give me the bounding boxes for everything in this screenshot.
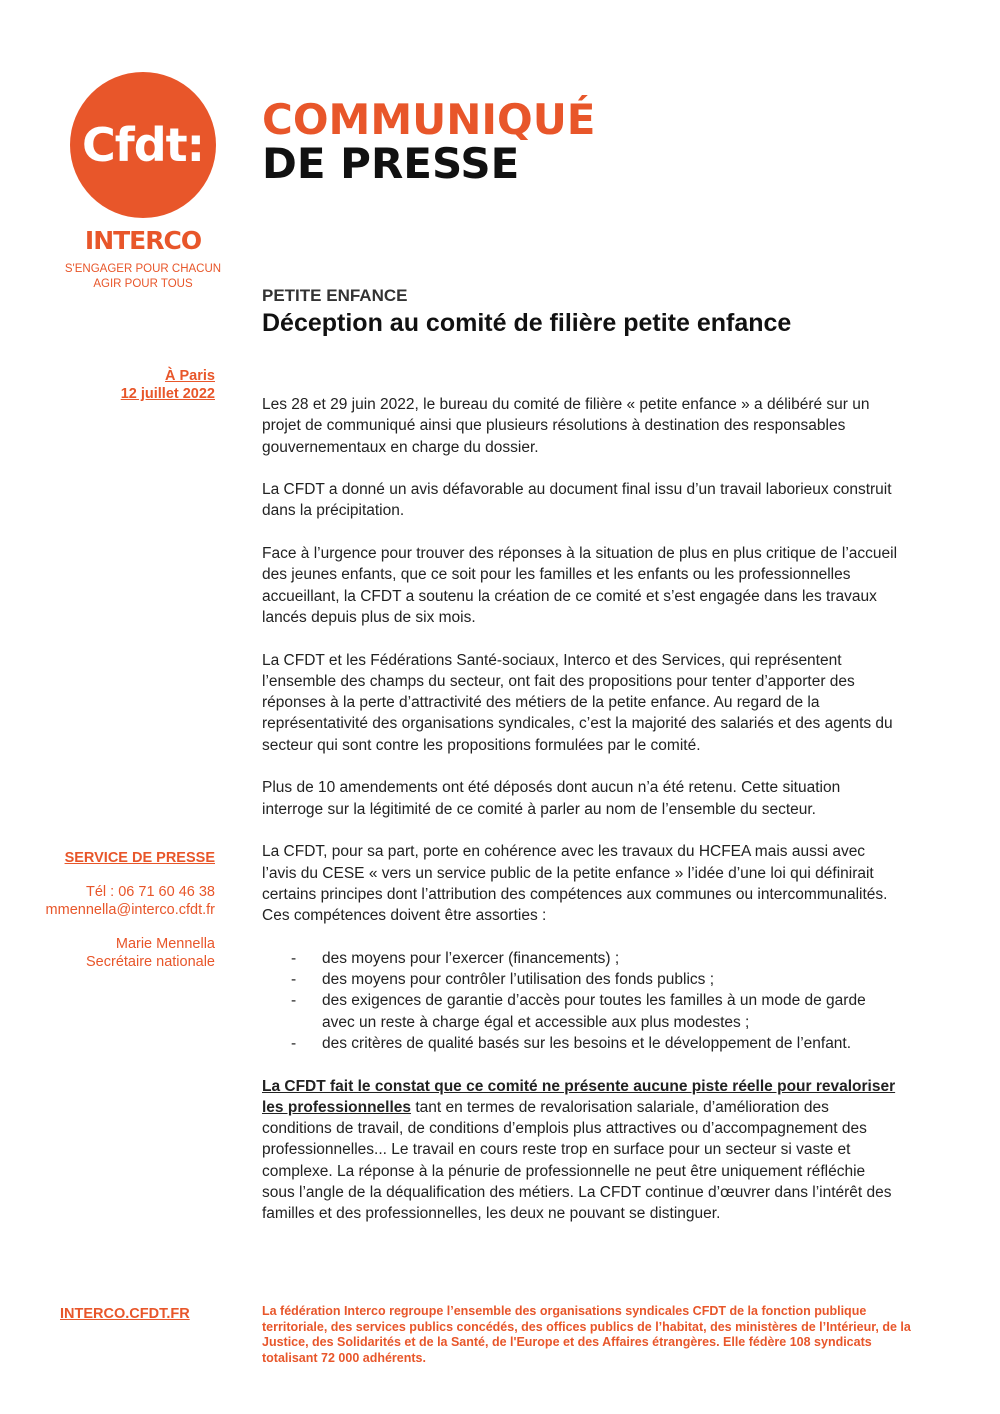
- press-tel: Tél : 06 71 60 46 38: [86, 884, 215, 900]
- body-text: [262, 394, 902, 1246]
- bullet-list: [262, 948, 902, 1054]
- press-label: SERVICE DE PRESSE: [64, 850, 215, 866]
- list-item: - des moyens pour l’exercer (financements) ;: [291, 949, 620, 967]
- page-title: Déception au comité de filière petite enfance: [262, 309, 792, 337]
- date: 12 juillet 2022: [120, 386, 215, 402]
- paragraph-7-rest: tant en termes de revalorisation salariale, d’amélioration des conditions de travail, de conditions d’emplois plus attractives ou d’accompagnement des professionnelles... Le travail en cours reste trop en surface pour un secteur si vaste et complexe. La réponse à la pénurie de professionnelle ne peut être uniquement réfléchie sous l’angle de la déqualification des métiers. La CFDT continue d’œuvrer dans l’intérêt des familles et des professionnelles, les deux ne pouvant se distinguer.: [262, 1098, 892, 1223]
- place-date: [121, 367, 215, 403]
- cfdt-logo: [70, 72, 216, 218]
- paragraph-5: Plus de 10 amendements ont été déposés dont aucun n’a été retenu. Cette situation interroge sur la légitimité de ce comité à parler au nom de l’ensemble du secteur.: [262, 779, 841, 818]
- paragraph-2: La CFDT a donné un avis défavorable au document final issu d’un travail laborieux construit dans la précipitation.: [262, 481, 892, 520]
- logo-org-name: INTERCO: [84, 226, 202, 255]
- list-item: - des critères de qualité basés sur les besoins et le développement de l’enfant.: [291, 1034, 852, 1052]
- paragraph-6: La CFDT, pour sa part, porte en cohérence avec les travaux du HCFEA mais aussi avec l’avis du CESE « vers un service public de la petite enfance » l’idée d’une loi qui définirait certains principes dont l’attribution des compétences aux communes ou intercommunalités. Ces compétences doivent être assorties :: [262, 843, 888, 925]
- paragraph-7: [262, 1076, 902, 1225]
- logo-mark: Cfdt:: [81, 118, 205, 172]
- press-email[interactable]: mmennella@interco.cfdt.fr: [45, 902, 215, 918]
- key-statement: La CFDT fait le constat que ce comité ne présente aucune piste réelle pour revaloriser les professionnelles: [262, 1077, 896, 1116]
- list-item: - des exigences de garantie d’accès pour toutes les familles à un mode de garde avec un reste à charge égal et accessible aux plus modestes ;: [291, 992, 866, 1031]
- website-link[interactable]: INTERCO.CFDT.FR: [60, 1306, 190, 1322]
- press-name: Marie Mennella: [115, 936, 215, 952]
- paragraph-3: Face à l’urgence pour trouver des réponses à la situation de plus en plus critique de l’accueil des jeunes enfants, que ce soit pour les familles et les enfants ou les professionnelles accueillant, la CFDT a soutenu la création de ce comité et s’est engagée dans les travaux lancés depuis plus de six mois.: [262, 545, 898, 626]
- logo-tagline-line-1: S'ENGAGER POUR CHACUN: [64, 263, 222, 275]
- press-role: Secrétaire nationale: [86, 954, 215, 970]
- logo-tagline-line-2: AGIR POUR TOUS: [93, 278, 193, 290]
- list-item: - des moyens pour contrôler l’utilisation des fonds publics ;: [291, 971, 715, 989]
- rubric: PETITE ENFANCE: [262, 286, 408, 305]
- header-de-presse: DE PRESSE: [262, 139, 520, 188]
- paragraph-1: Les 28 et 29 juin 2022, le bureau du comité de filière « petite enfance » a délibéré sur un projet de communiqué ainsi que plusieurs résolutions à destination des responsables gouvernementaux en charge du dossier.: [262, 396, 870, 456]
- place: À Paris: [165, 368, 215, 384]
- header-communique: COMMUNIQUÉ: [262, 95, 596, 144]
- logo-tagline: [60, 262, 226, 292]
- press-contact: [46, 849, 215, 971]
- footer-note: La fédération Interco regroupe l’ensemble des organisations syndicales CFDT de la fonction publique territoriale, des services publics concédés, des offices publics de l’habitat, des ministères de l’Intérieur, de la Justice, des Solidarités et de la Santé, de l'Europe et des Affaires étrangères. Elle fédère 108 syndicats totalisant 72 000 adhérents.: [262, 1304, 911, 1365]
- paragraph-4: La CFDT et les Fédérations Santé-sociaux, Interco et des Services, qui représentent l’ensemble des champs du secteur, ont fait des propositions pour tenter d’apporter des réponses à la perte d’attractivité des métiers de la petite enfance. Au regard de la représentativité des organisations syndicales, c’est la majorité des salariés et des agents du secteur qui sont contre les propositions formulées par le comité.: [262, 651, 893, 754]
